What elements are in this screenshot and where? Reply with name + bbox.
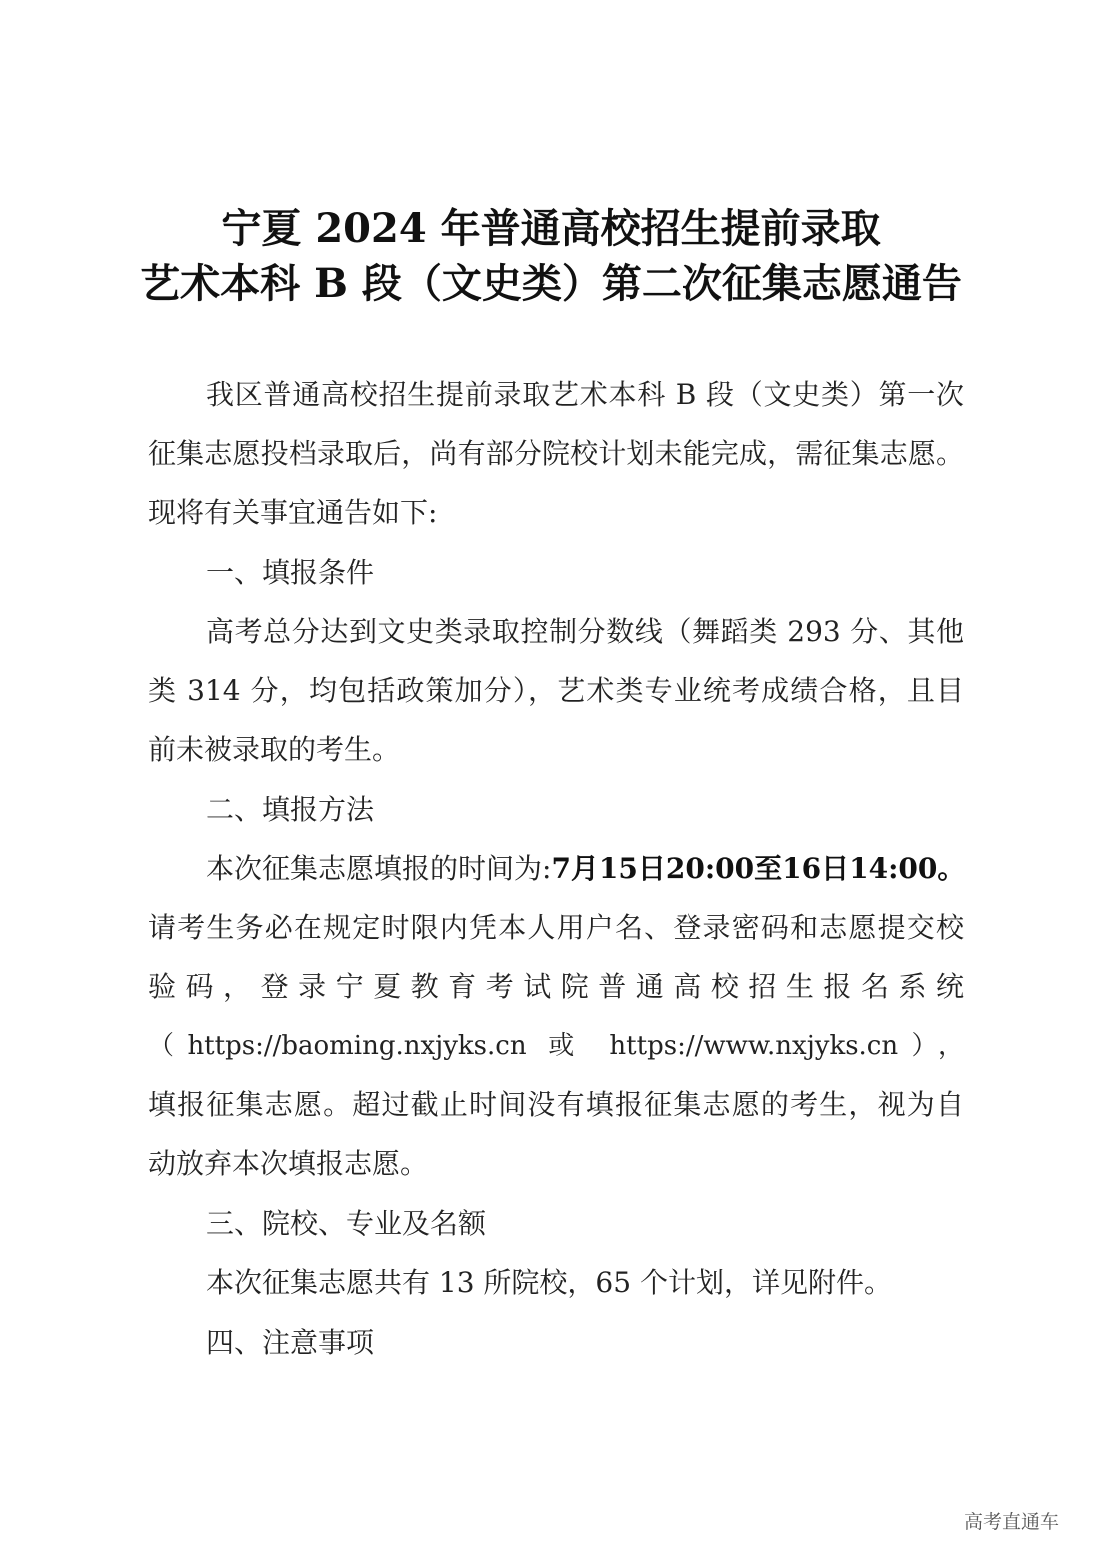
notice-title-line-1: 宁夏 2024 年普通高校招生提前录取 (221, 205, 881, 252)
section-2-line-2: 请考生务必在规定时限内凭本人用户名、登录密码和志愿提交校 (148, 911, 964, 944)
section-1-line-2: 类 314 分，均包括政策加分），艺术类专业统考成绩合格，且目 (148, 674, 964, 707)
watermark-text: 高考直通车 (964, 1511, 1060, 1533)
intro-line-3: 现将有关事宜通告如下: (148, 496, 438, 529)
section-4-heading: 四、注意事项 (206, 1326, 375, 1359)
section-2-line-1 (206, 851, 964, 887)
section-2-line-3: 验码，登录宁夏教育考试院普通高校招生报名系统 (148, 970, 964, 1003)
section-1-line-1: 高考总分达到文史类录取控制分数线（舞蹈类 293 分、其他 (206, 615, 964, 648)
intro-line-2: 征集志愿投档录取后，尚有部分院校计划未能完成，需征集志愿。 (148, 437, 964, 470)
section-3-heading: 三、院校、专业及名额 (206, 1207, 487, 1240)
section-1-heading: 一、填报条件 (206, 556, 375, 589)
intro-line-1: 我区普通高校招生提前录取艺术本科 B 段（文史类）第一次 (206, 378, 964, 411)
section-3-line-1: 本次征集志愿共有 13 所院校，65 个计划，详见附件。 (206, 1266, 892, 1299)
section-2-line-4-urls: （https://baoming.nxjyks.cn 或 https://www.nxjyks.cn）， (148, 1031, 964, 1061)
section-2-time-range: 7月15日20:00至16日14:00。 (551, 852, 966, 885)
notice-title-line-2: 艺术本科 B 段（文史类）第二次征集志愿通告 (140, 260, 962, 307)
section-2-line-5: 填报征集志愿。超过截止时间没有填报征集志愿的考生，视为自 (148, 1088, 964, 1121)
section-2-line-6: 动放弃本次填报志愿。 (148, 1147, 429, 1180)
section-2-time-label: 本次征集志愿填报的时间为: (206, 852, 552, 885)
section-2-heading: 二、填报方法 (206, 793, 375, 826)
section-1-line-3: 前未被录取的考生。 (148, 733, 401, 766)
